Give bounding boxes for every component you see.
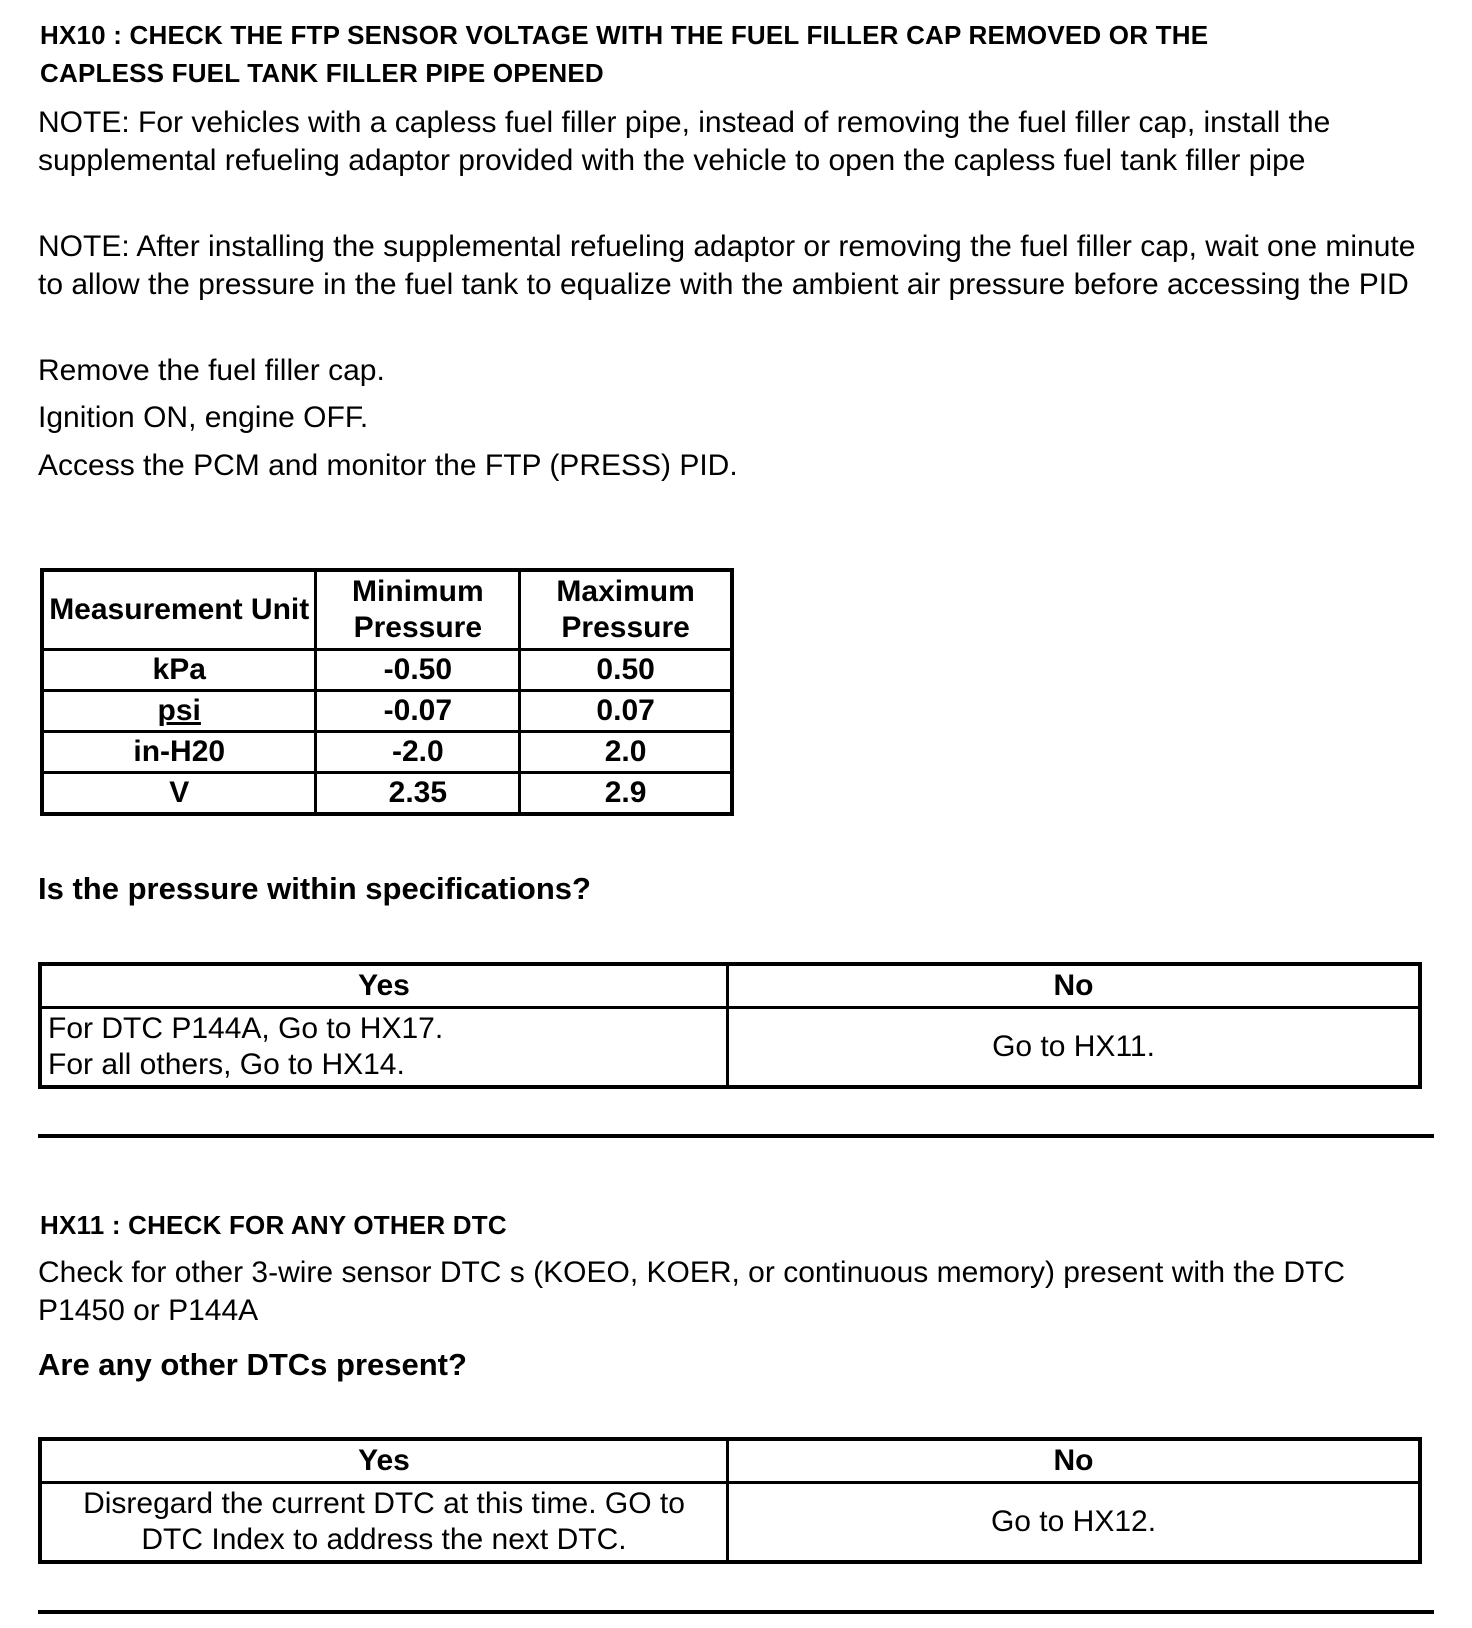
answer-no-cell: Go to HX12. <box>728 1483 1421 1563</box>
spec-cell: -0.50 <box>316 650 520 691</box>
hx11-answer-table <box>38 1437 1422 1564</box>
section-divider <box>38 1134 1434 1138</box>
spec-cell: in-H20 <box>42 732 316 773</box>
table-row <box>42 691 732 732</box>
section-divider <box>38 1610 1434 1614</box>
answer-yes-header: Yes <box>40 1439 728 1483</box>
answer-no-header: No <box>728 964 1421 1008</box>
hx11-title: HX11 : CHECK FOR ANY OTHER DTC <box>40 1210 507 1240</box>
spec-header-max: Maximum Pressure <box>520 570 732 650</box>
answer-yes-cell <box>40 1008 728 1088</box>
hx11-body: Check for other 3-wire sensor DTC s (KOEO, KOER, or continuous memory) present with the DTC P1450 or P144A <box>38 1256 1346 1327</box>
spec-cell: 2.9 <box>520 773 732 815</box>
hx10-note2: NOTE: After installing the supplemental refueling adaptor or removing the fuel filler cap, wait one minute to allow the pressure in the fuel tank to equalize with the ambient air pressure before accessing the PID <box>38 230 1416 301</box>
hx11-question: Are any other DTCs present? <box>38 1347 467 1382</box>
spec-cell: 0.50 <box>520 650 732 691</box>
spec-cell: kPa <box>42 650 316 691</box>
table-row <box>42 732 732 773</box>
hx10-step3: Access the PCM and monitor the FTP (PRESS) PID. <box>38 449 738 482</box>
table-row <box>42 773 732 815</box>
spec-cell: 2.0 <box>520 732 732 773</box>
spec-header-min: Minimum Pressure <box>316 570 520 650</box>
hx10-title-line2: CAPLESS FUEL TANK FILLER PIPE OPENED <box>40 58 604 88</box>
answer-header-row <box>40 1439 1420 1483</box>
answer-yes-cell <box>40 1483 728 1563</box>
spec-header-row <box>42 570 732 650</box>
answer-yes-line2: DTC Index to address the next DTC. <box>141 1523 627 1556</box>
spec-cell: V <box>42 773 316 815</box>
spec-cell: psi <box>42 691 316 732</box>
answer-yes-line1: For DTC P144A, Go to HX17. <box>48 1012 444 1045</box>
answer-row <box>40 1008 1420 1088</box>
hx10-note1: NOTE: For vehicles with a capless fuel filler pipe, instead of removing the fuel filler cap, install the supplemental refueling adaptor provided with the vehicle to open the capless fuel tank filler pipe <box>38 106 1331 177</box>
answer-yes-header: Yes <box>40 964 728 1008</box>
answer-no-header: No <box>728 1439 1421 1483</box>
answer-yes-line2: For all others, Go to HX14. <box>48 1048 405 1081</box>
answer-row <box>40 1483 1420 1563</box>
spec-cell: 2.35 <box>316 773 520 815</box>
hx10-step1: Remove the fuel filler cap. <box>38 354 385 387</box>
spec-cell: 0.07 <box>520 691 732 732</box>
answer-no-cell: Go to HX11. <box>728 1008 1421 1088</box>
hx10-answer-table <box>38 962 1422 1089</box>
spec-cell: -0.07 <box>316 691 520 732</box>
hx10-title-line1: HX10 : CHECK THE FTP SENSOR VOLTAGE WITH THE FUEL FILLER CAP REMOVED OR THE <box>40 20 1209 50</box>
hx10-step2: Ignition ON, engine OFF. <box>38 401 369 434</box>
spec-header-unit: Measurement Unit <box>42 570 316 650</box>
table-row <box>42 650 732 691</box>
hx10-question: Is the pressure within specifications? <box>38 871 591 906</box>
spec-cell: -2.0 <box>316 732 520 773</box>
answer-yes-line1: Disregard the current DTC at this time. GO to <box>83 1487 685 1520</box>
pressure-spec-table <box>40 568 734 816</box>
answer-header-row <box>40 964 1420 1008</box>
hx10-title <box>40 16 1440 92</box>
